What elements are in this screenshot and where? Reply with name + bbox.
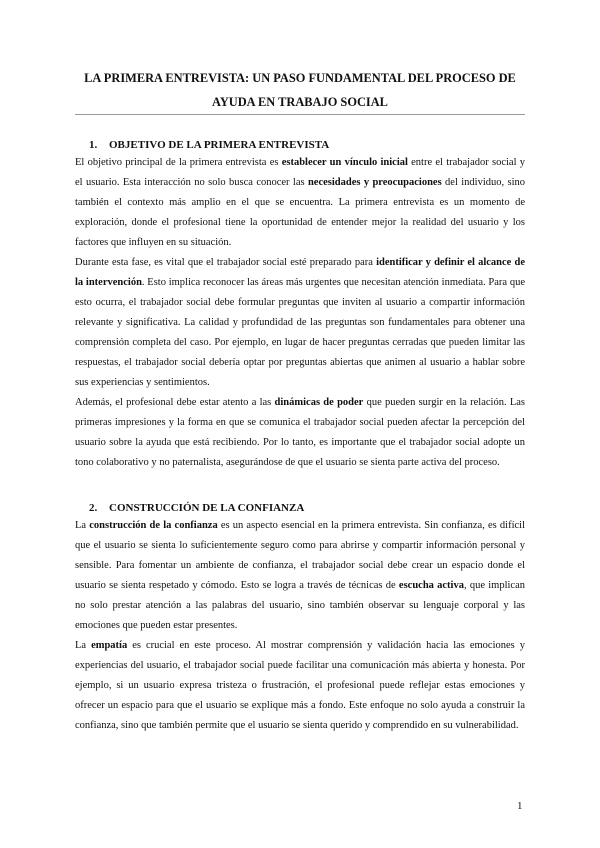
text-run: . Esto implica reconocer las áreas más urgentes que necesitan atención inmediata. Para que esto ocurra, el trabajador social debe formular preguntas que inviten al usuario a compartir información relevante y significativa. La calidad y profundidad de las preguntas son fundamentales para obtener una comprensión completa del caso. Por ejemplo, en lugar de hacer preguntas cerradas que pueden limitar las respuestas, el trabajador social debería optar por preguntas abiertas que animen al usuario a hablar sobre sus experiencias y sentimientos. [75,277,525,388]
paragraph [75,636,525,736]
section-title: OBJETIVO DE LA PRIMERA ENTREVISTA [109,139,330,151]
text-run: La [75,520,90,531]
section-title: CONSTRUCCIÓN DE LA CONFIANZA [109,502,305,514]
section-body [75,516,525,736]
section-number: 1. [89,139,98,151]
paragraph [75,393,525,473]
text-run: es crucial en este proceso. Al mostrar comprensión y validación hacia las emociones y experiencias del usuario, el trabajador social puede facilitar una comunicación más abierta y honesta. Por ejemplo, si un usuario expresa tristeza o frustración, el profesional puede reflejar estas emociones y ofrecer un espacio para que el usuario se explique más a fondo. Este enfoque no solo ayuda a construir la confianza, sino que también permite que el usuario se sienta querido y comprendido en su vulnerabilidad. [75,640,525,731]
text-run: del individuo, sino también el contexto más amplio en el que se encuentra. La primera entrevista es un momento de exploración, donde el profesional tiene la oportunidad de entender mejor la realidad del usuario y los factores que influyen en su situación. [75,177,525,248]
document-title: LA PRIMERA ENTREVISTA: UN PASO FUNDAMENTAL DEL PROCESO DE AYUDA EN TRABAJO SOCIAL [84,71,516,109]
bold-text: identificar y definir el alcance de la intervención [75,257,525,288]
section-heading [89,139,329,151]
paragraph [75,516,525,636]
paragraph [75,253,525,393]
text-run: que pueden surgir en la relación. Las primeras impresiones y la forma en que se comunica el trabajador social pueden afectar la percepción del usuario sobre la ayuda que está recibiendo. Por lo tanto, es importante que el trabajador social adopte un tono colaborativo y no paternalista, asegurándose de que el usuario se sienta parte activa del proceso. [75,397,526,468]
title-divider [75,114,525,115]
text-run: La [75,640,92,651]
section-body [75,153,525,473]
text-run: Durante esta fase, es vital que el trabajador social esté preparado para [75,257,377,268]
paragraph [75,153,525,253]
text-run: , que implican no solo prestar atención a las palabras del usuario, sino también observar su lenguaje corporal y las emociones que pueden estar presentes. [75,580,526,631]
bold-text: escucha activa [398,580,464,591]
bold-text: dinámicas de poder [274,397,364,408]
bold-text: establecer un vínculo inicial [281,157,408,168]
text-run: Además, el profesional debe estar atento a las [75,397,275,408]
bold-text: necesidades y preocupaciones [307,177,442,188]
text-run: es un aspecto esencial en la primera entrevista. Sin confianza, es difícil que el usuario se sienta lo suficientemente seguro como para abrirse y compartir información personal y sensible. Para fomentar un ambiente de confianza, el trabajador social debe crear un espacio donde el usuario se sienta respetado y cómodo. Esto se logra a través de técnicas de [75,520,525,591]
section-heading [89,502,304,514]
bold-text: empatía [91,640,128,651]
section-number: 2. [89,502,98,514]
text-run: entre el trabajador social y el usuario. Esta interacción no solo busca conocer las [75,157,525,188]
bold-text: construcción de la confianza [89,520,218,531]
text-run: El objetivo principal de la primera entrevista es [75,157,282,168]
page-number: 1 [517,800,523,812]
